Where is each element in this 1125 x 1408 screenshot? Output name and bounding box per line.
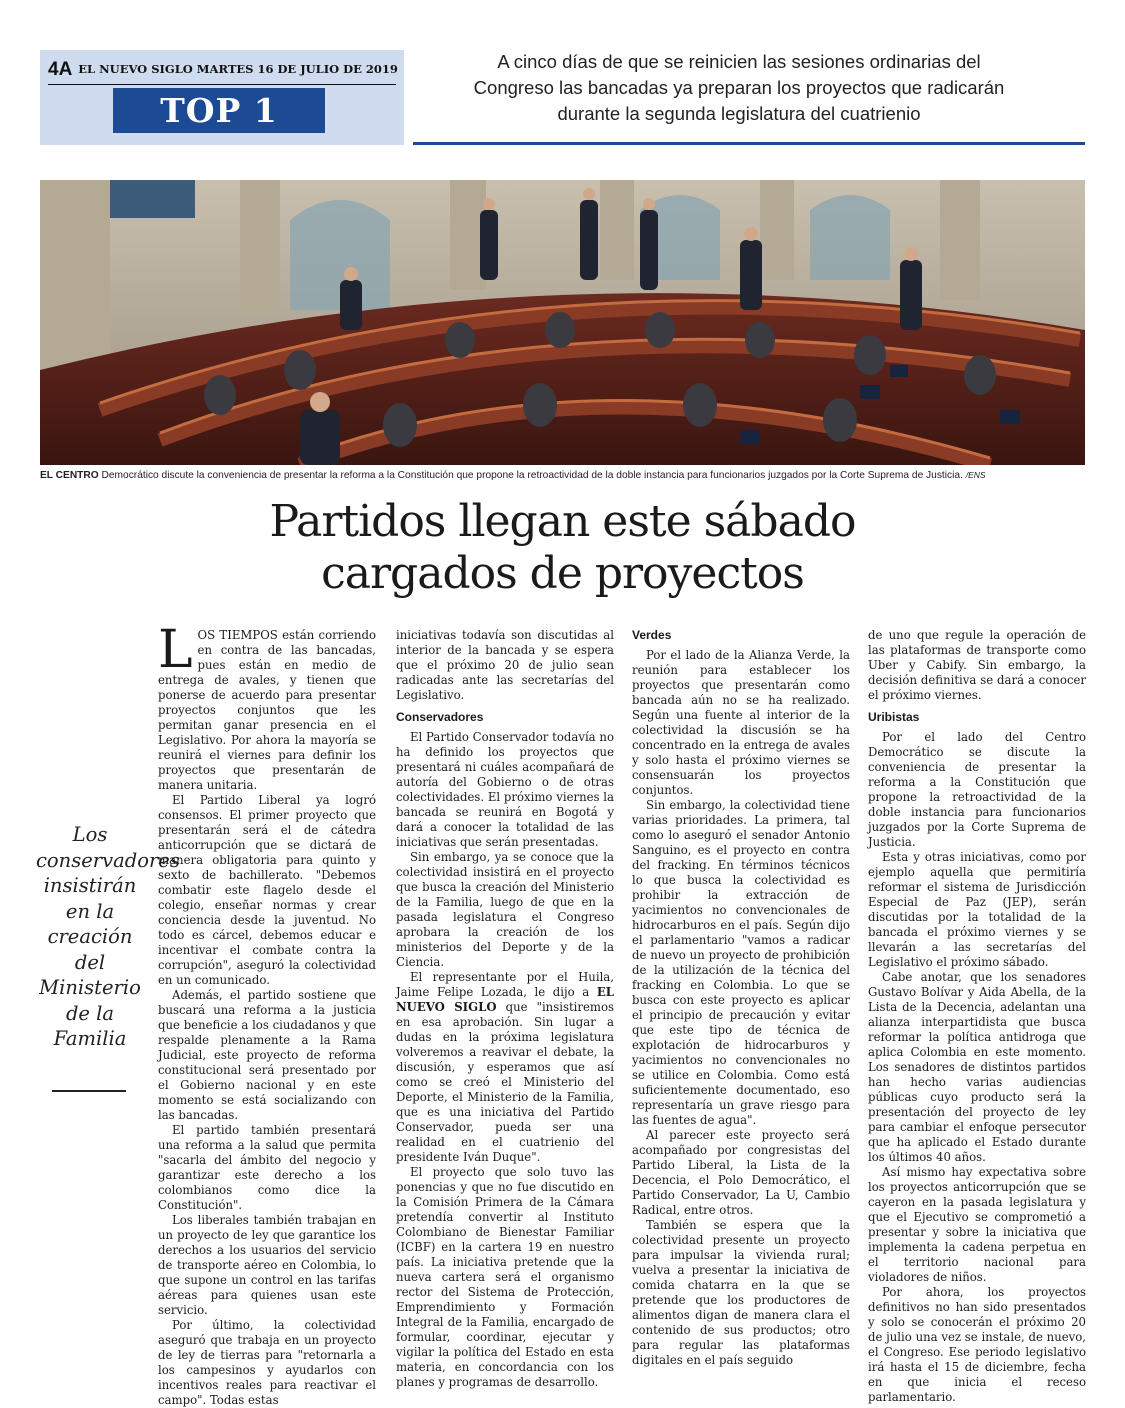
article-column-4	[868, 628, 1086, 1405]
paragraph	[396, 970, 614, 1165]
subhead-verdes: Verdes	[632, 628, 672, 642]
paragraph-text: OS TIEMPOS están corriendo en contra de las bancadas, pues están en medio de entrega de avales, y tienen que ponerse de acuerdo para presentar proyectos conjuntos que les permitan ganar presencia en el Legislativo. Por ahora la mayoría se reunirá el viernes para definir los proyectos que presentarán de manera unitaria.	[158, 628, 376, 792]
paragraph: Por último, la colectividad aseguró que trabaja en un proyecto de ley de tierras para "retornarla a los campesinos y ayudarlos con incentivos reales para reactivar el campo". Todas estas	[158, 1318, 376, 1407]
caption-lead: EL CENTRO	[40, 470, 99, 481]
article-headline	[100, 496, 1025, 600]
paragraph: Al parecer este proyecto será acompañado por congresistas del Partido Liberal, la Lista de la Decencia, el Polo Democrático, el Partido Conservador, La U, Cambio Radical, entre otros.	[632, 1128, 850, 1217]
article-column-2	[396, 628, 614, 1390]
paragraph-text: El representante por el Huila, Jaime Felipe Lozada, le dijo a	[396, 970, 614, 999]
page-header	[40, 50, 404, 145]
subhead-conservadores: Conservadores	[396, 710, 484, 724]
paragraph: Además, el partido sostiene que buscará una reforma a la justicia que beneficie a los ciudadanos y que respalde plenamente a la Rama Judicial, este proyecto de reforma constitucional será presentado por el Gobierno nacional y en este momento se está socializando con las bancadas.	[158, 988, 376, 1122]
headline-line-2: cargados de proyectos	[321, 548, 804, 599]
paragraph: El partido también presentará una reforma a la salud que permita "sacarla del ámbito del negocio y garantizar este derecho a los colombianos como dice la Constitución".	[158, 1123, 376, 1212]
paragraph: El Partido Conservador todavía no ha definido los proyectos que presentará ni cuáles acompañará de autoría del Gobierno o de otras colectividades. El próximo viernes la bancada se reunirá en Bogotá y dará a conocer la totalidad de las iniciativas que serán presentadas.	[396, 730, 614, 849]
article-column-3	[632, 628, 850, 1368]
section-badge: TOP 1	[113, 88, 325, 133]
deck-line-1: A cinco días de que se reinicien las sesiones ordinarias del	[497, 51, 981, 72]
paragraph: Esta y otras iniciativas, como por ejemplo aquella que permitiría reformar el sistema de Jurisdicción Especial de Paz (JEP), serán discutidas por la totalidad de la bancada el próximo viernes y se llevarán a las secretarías del Legislativo el próximo sábado.	[868, 850, 1086, 969]
pull-quote: Los conservadores insistirán en la creación del Ministerio de la Familia	[36, 823, 180, 1050]
paragraph: Cabe anotar, que los senadores Gustavo Bolívar y Aida Abella, de la Lista de la Decencia, adelantan una alianza interpartidista que busca reformar la política antidroga que aplica Colombia en este momento. Los senadores de distintos partidos han hecho varias audiencias públicas cuyo producto será la presentación del proyecto de ley para cambiar el enfoque persecutor que ha aplicado el Estado durante los últimos 40 años.	[868, 970, 1086, 1164]
paragraph: Por el lado del Centro Democrático se discute la conveniencia de presentar la reforma a la Constitución que propone la retroactividad de la doble instancia para funcionarios juzgados por la Corte Suprema de Justicia.	[868, 730, 1086, 849]
deck-rule	[413, 142, 1085, 145]
deck-line-3: durante la segunda legislatura del cuatrienio	[557, 103, 921, 124]
paragraph: El proyecto que solo tuvo las ponencias y que no fue discutido en la Comisión Primera de la Cámara pretendía convertir al Instituto Colombiano de Bienestar Familiar (ICBF) en la cartera 19 en nuestro país. La iniciativa pretende que la nueva cartera será el organismo rector del Sistema de Protección, Emprendimiento y Formación Integral de la Familia, encargado de formular, coordinar, ejecutar y vigilar la política del Estado en esta materia, en concordancia con los planes y programas de desarrollo.	[396, 1165, 614, 1389]
page-number: 4A	[48, 59, 73, 80]
photo-caption	[40, 470, 1085, 481]
folio-line	[48, 59, 396, 85]
paragraph: Sin embargo, ya se conoce que la colectividad insistirá en el proyecto que busca la creación del Ministerio de la Familia, luego de que en la pasada legislatura el Congreso aprobara la creación de los ministerios del Deporte y de la Ciencia.	[396, 850, 614, 969]
caption-credit: /ENS	[965, 470, 986, 480]
paragraph: Por ahora, los proyectos definitivos no han sido presentados y solo se conocerán el próximo 20 de julio una vez se instale, de nuevo, el Congreso. Ese periodo legislativo irá hasta el 15 de diciembre, fecha en que inicia el receso parlamentario.	[868, 1285, 1086, 1404]
newspaper-date-line: EL NUEVO SIGLO MARTES 16 DE JULIO DE 2019	[78, 62, 398, 76]
chamber-photo	[40, 180, 1085, 465]
paragraph	[158, 620, 376, 793]
deck-summary	[420, 49, 1058, 127]
paragraph: También se espera que la colectividad presente un proyecto para impulsar la vivienda rural; vuelva a presentar la iniciativa de comida chatarra en la que se pretende que los productores de alimentos digan de manera clara el contenido de sus productos; otro para regular las plataformas digitales en el país seguido	[632, 1218, 850, 1367]
paragraph-text: que "insistiremos en esa aprobación. Sin lugar a dudas en la próxima legislatura volveremos a reavivar el debate, la discusión, y esperamos que así como se creó el Ministerio del Deporte, el Ministerio de la Familia, que es una iniciativa del Partido Conservador, pueda ser una realidad en el cuatrienio del presidente Iván Duque".	[396, 1000, 615, 1164]
paragraph: iniciativas todavía son discutidas al interior de la bancada y se espera que el próximo 20 de julio sean radicadas ante las secretarías del Legislativo.	[396, 628, 614, 702]
article-column-1	[158, 620, 376, 1408]
paragraph: Sin embargo, la colectividad tiene varias prioridades. La primera, tal como lo aseguró el senador Antonio Sanguino, es el proyecto en contra del fracking. En términos técnicos lo que busca la colectividad es prohibir la extracción de yacimientos no convencionales de hidrocarburos en el país. Según dijo el parlamentario "vamos a radicar de nuevo un proyecto de prohibición de la utilización de la técnica del fracking en Colombia. Lo que se busca con este proyecto es aplicar el principio de precaución y evitar que este tipo de técnica de explotación de hidrocarburos y yacimientos no convencionales no se utilice en Colombia. Como está suficientemente documentado, eso representaría un grave riesgo para las fuentes de agua".	[632, 798, 850, 1127]
paragraph: Los liberales también trabajan en un proyecto de ley que garantice los derechos a los usuarios del servicio de transporte aéreo en Colombia, lo que supone un control en las tarifas aéreas para quienes usan este servicio.	[158, 1213, 376, 1317]
pull-quote-rule	[52, 1090, 126, 1092]
subhead-uribistas: Uribistas	[868, 710, 920, 724]
paragraph: de uno que regule la operación de las plataformas de transporte como Uber y Cabify. Sin embargo, la decisión definitiva se dará a conocer el próximo viernes.	[868, 628, 1086, 702]
paragraph: El Partido Liberal ya logró consensos. El primer proyecto que presentarán será el de cátedra anticorrupción que se dictará de manera obligatoria para quinto y sexto de bachillerato. "Debemos combatir este flagelo desde el colegio, enseñar normas y crear conciencia desde la juventud. No todo es cárcel, debemos educar e incentivar el combate contra la corrupción", aseguró la colectividad en un comunicado.	[158, 793, 376, 987]
deck-line-2: Congreso las bancadas ya preparan los proyectos que radicarán	[473, 77, 1005, 98]
paragraph: Así mismo hay expectativa sobre los proyectos anticorrupción que se cayeron en la pasada legislatura y que el Ejecutivo se comprometió a presentar y sobre la iniciativa que implementa la cadena perpetua en el territorio nacional para violadores de niños.	[868, 1165, 1086, 1284]
paragraph: Por el lado de la Alianza Verde, la reunión para establecer los proyectos que presentarán como bancada aún no se ha realizado. Según una fuente al interior de la colectividad la discusión se ha concentrado en la entrega de avales y solo hasta el próximo viernes se consensuarán los proyectos conjuntos.	[632, 648, 850, 797]
newspaper-name: EL NUEVO SIGLO	[396, 985, 614, 1014]
drop-cap: L	[158, 620, 193, 680]
caption-text: Democrático discute la conveniencia de presentar la reforma a la Constitución que propone la retroactividad de la doble instancia para funcionarios juzgados por la Corte Suprema de Justicia.	[101, 470, 963, 481]
headline-line-1: Partidos llegan este sábado	[269, 496, 856, 547]
